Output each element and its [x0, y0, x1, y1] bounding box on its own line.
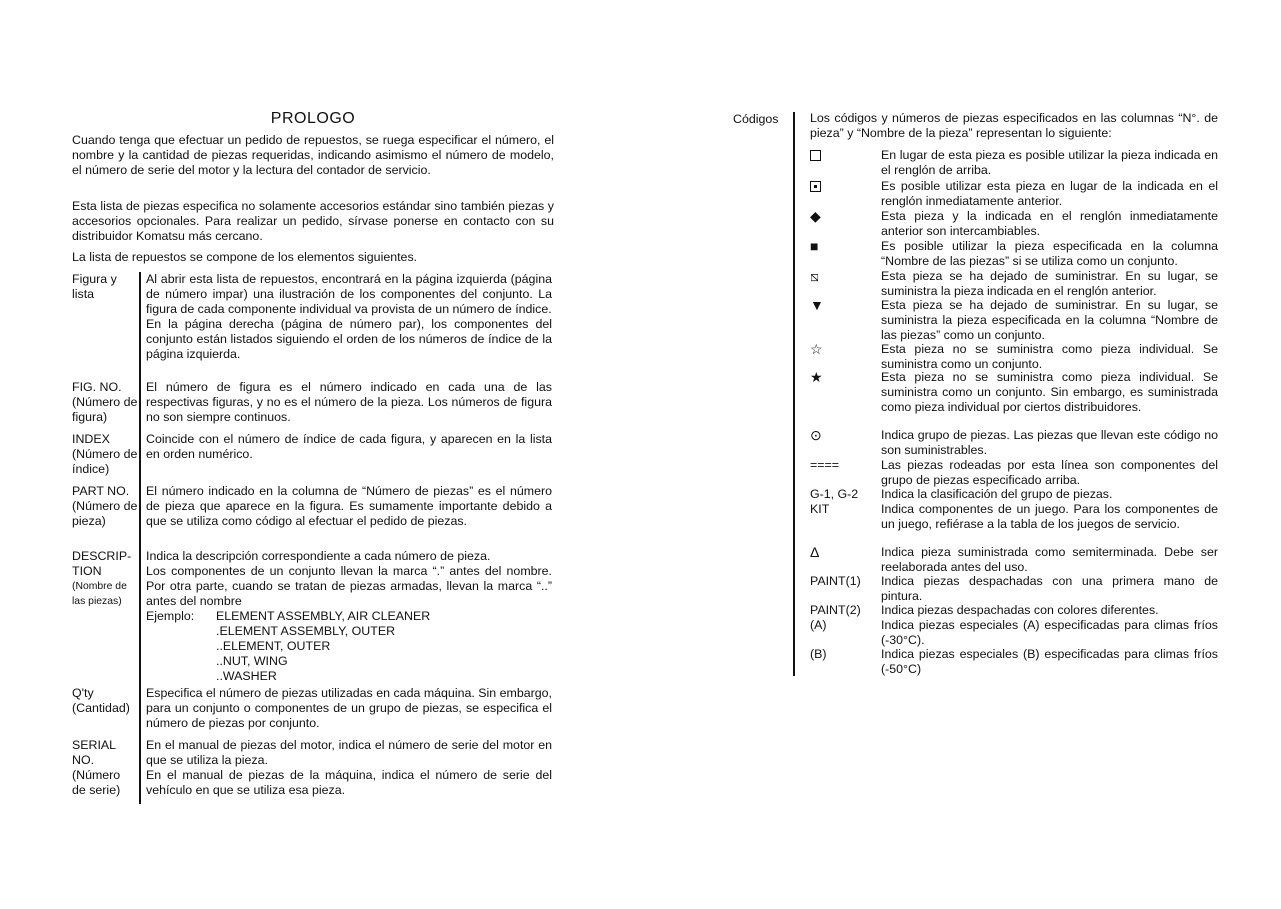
- code-description: Indica piezas especiales (A) especificadas para climas fríos (-30°C).: [881, 618, 1218, 647]
- code-description: Es posible utilizar la pieza especificada en la columna “Nombre de las piezas” si se utiliza como un conjunto.: [881, 239, 1218, 268]
- filled-star-icon: ★: [810, 369, 823, 385]
- definition-term: Figura y lista: [72, 272, 117, 301]
- code-description: En lugar de esta pieza es posible utilizar la pieza indicada en el renglón de arriba.: [881, 148, 1218, 177]
- definition-body: [146, 484, 552, 529]
- definition-text: Coincide con el número de índice de cada figura, y aparecen en la lista en orden numérico.: [146, 432, 552, 461]
- page-title: PROLOGO: [270, 110, 356, 127]
- definition-body: [146, 432, 552, 462]
- definition-body: [146, 738, 552, 798]
- definition-body: [146, 549, 552, 684]
- circle-dot-icon: ⊙: [810, 427, 822, 443]
- code-symbol: G-1, G-2: [810, 487, 859, 501]
- definition-term: Q'ty (Cantidad): [72, 686, 130, 715]
- example-line: ..WASHER: [216, 669, 277, 683]
- delta-icon: Δ: [810, 544, 820, 560]
- definition-text: El número indicado en la columna de “Número de piezas” es el número de pieza que aparece en la figura. Es sumamente importante debido a que se utiliza como código al efectuar el pedido de piezas.: [146, 484, 552, 528]
- down-triangle-icon: ▼: [810, 297, 824, 313]
- code-description: Indica componentes de un juego. Para los componentes de un juego, refiérase a la tabla de los juegos de servicio.: [881, 502, 1218, 531]
- intro-paragraph-3: La lista de repuestos se compone de los elementos siguientes.: [72, 250, 418, 264]
- code-symbol: ====: [810, 458, 839, 472]
- code-symbol: (B): [810, 647, 827, 661]
- intro-paragraph-1: Cuando tenga que efectuar un pedido de repuestos, se ruega especificar el número, el nombre y la cantidad de piezas requeridas, indicando asimismo el número de modelo, el número de serie del motor y la lectura del contador de servicio.: [72, 133, 554, 177]
- outline-star-icon: ☆: [810, 341, 823, 357]
- definition-term-main: DESCRIP- TION: [72, 549, 132, 578]
- definition-term: FIG. NO. (Número de figura): [72, 380, 138, 424]
- code-description: Las piezas rodeadas por esta línea son componentes del grupo de piezas especificado arriba.: [881, 458, 1218, 487]
- definition-text: Los componentes de un conjunto llevan la marca “.” antes del nombre. Por otra parte, cuando se tratan de piezas armadas, llevan la marca “..” antes del nombre: [146, 564, 552, 608]
- code-symbol: PAINT(1): [810, 574, 861, 588]
- definition-term: [72, 549, 138, 609]
- code-description: Indica piezas despachadas con colores diferentes.: [881, 603, 1159, 617]
- example-line: .ELEMENT ASSEMBLY, OUTER: [216, 624, 396, 638]
- definition-body: [146, 380, 552, 425]
- diamond-icon: ◆: [810, 208, 821, 224]
- definition-term-sub: (Nombre de las piezas): [72, 581, 127, 607]
- code-symbol: PAINT(2): [810, 603, 861, 617]
- code-description: Indica piezas especiales (B) especificadas para climas fríos (-50°C): [881, 647, 1218, 676]
- codes-intro: Los códigos y números de piezas especificados en las columnas “N°. de pieza” y “Nombre de la pieza” representan lo siguiente:: [810, 111, 1218, 140]
- example-line: ..NUT, WING: [216, 654, 288, 668]
- code-description: Indica grupo de piezas. Las piezas que llevan este código no son suministrables.: [881, 428, 1218, 457]
- code-description: Es posible utilizar esta pieza en lugar de la indicada en el renglón inmediatamente anterior.: [881, 179, 1218, 208]
- column-divider-right: [793, 112, 795, 676]
- example-block: [146, 609, 552, 684]
- definition-body: [146, 272, 552, 362]
- definition-text: En el manual de piezas de la máquina, indica el número de serie del vehículo en que se utiliza esa pieza.: [146, 768, 552, 797]
- column-divider-left: [139, 272, 141, 804]
- definition-text: Indica la descripción correspondiente a cada número de pieza.: [146, 549, 491, 563]
- definition-text: Especifica el número de piezas utilizadas en cada máquina. Sin embargo, para un conjunto o componentes de un grupo de piezas, se especifica el número de piezas por conjunto.: [146, 686, 552, 730]
- definition-term: SERIAL NO. (Número de serie): [72, 738, 121, 797]
- codes-heading: Códigos: [733, 112, 779, 126]
- dotted-square-icon: [810, 179, 876, 194]
- intro-paragraph-2: Esta lista de piezas especifica no solamente accesorios estándar sino también piezas y accesorios opcionales. Para realizar un pedido, sírvase ponerse en contacto con su distribuidor Komatsu más cercano.: [72, 199, 554, 243]
- definition-term: PART NO. (Número de pieza): [72, 484, 138, 528]
- code-description: Esta pieza no se suministra como pieza individual. Se suministra como un conjunto.: [881, 342, 1218, 371]
- code-description: Esta pieza se ha dejado de suministrar. En su lugar, se suministra la pieza especificada en la columna “Nombre de las piezas” como un conjunto.: [881, 298, 1218, 342]
- crossed-square-icon: ⧅: [810, 268, 819, 284]
- code-description: Esta pieza y la indicada en el renglón inmediatamente anterior son intercambiables.: [881, 209, 1218, 238]
- example-label: Ejemplo:: [146, 609, 195, 623]
- example-line: ..ELEMENT, OUTER: [216, 639, 331, 653]
- definition-text: En el manual de piezas del motor, indica el número de serie del motor en que se utiliza la pieza.: [146, 738, 552, 767]
- empty-square-icon: [810, 148, 876, 163]
- definition-text: En la página derecha (página de número par), los componentes del conjunto están listados siguiendo el orden de los números de índice de la página izquierda.: [146, 317, 552, 361]
- code-description: Indica piezas despachadas con una primera mano de pintura.: [881, 574, 1218, 603]
- definition-term: INDEX (Número de índice): [72, 432, 138, 476]
- filled-square-icon: ■: [810, 238, 819, 254]
- code-symbol: (A): [810, 618, 827, 632]
- code-description: Esta pieza se ha dejado de suministrar. En su lugar, se suministra la pieza indicada en el renglón anterior.: [881, 269, 1218, 298]
- example-line: ELEMENT ASSEMBLY, AIR CLEANER: [216, 609, 431, 623]
- code-description: Indica pieza suministrada como semiterminada. Debe ser reelaborada antes del uso.: [881, 545, 1218, 574]
- code-description: Indica la clasificación del grupo de piezas.: [881, 487, 1113, 501]
- definition-body: [146, 686, 552, 731]
- definition-text: El número de figura es el número indicado en cada una de las respectivas figuras, y no es el número de la pieza. Los números de figura no son siempre continuos.: [146, 380, 552, 424]
- code-symbol: KIT: [810, 502, 830, 516]
- definition-text: Al abrir esta lista de repuestos, encontrará en la página izquierda (página de número impar) una ilustración de los componentes del conjunto. La figura de cada componente individual va provista de un número de índice.: [146, 272, 552, 316]
- code-description: Esta pieza no se suministra como pieza individual. Se suministra como un conjunto. Sin embargo, es suministrada como pieza individual por ciertos distribuidores.: [881, 370, 1218, 414]
